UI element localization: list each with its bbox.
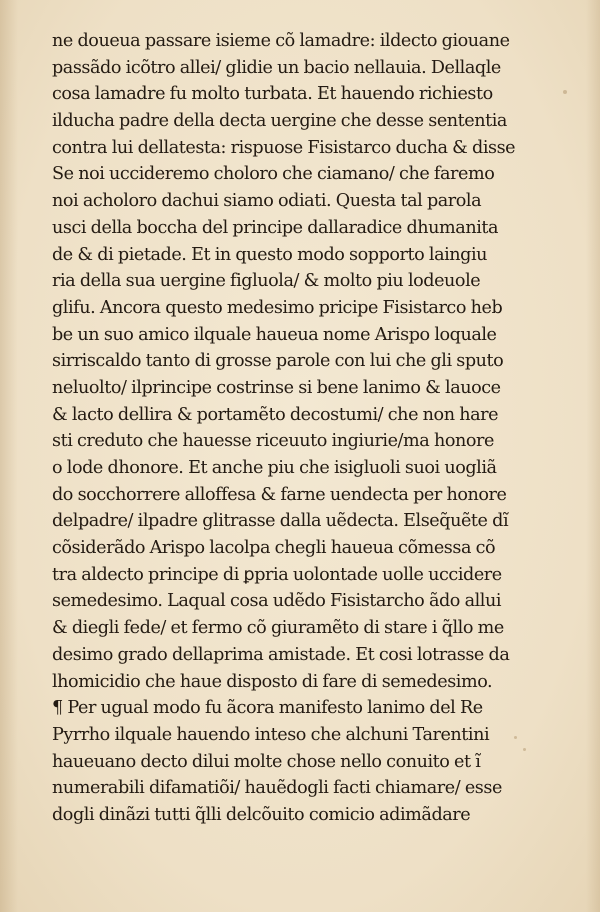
page-edge-shadow-left [0, 0, 18, 912]
text-line: Pyrrho ilquale hauendo inteso che alchuni Tarentini [52, 724, 490, 745]
text-line: delpadre/ ilpadre glitrasse dalla uẽdecta. Elseq̃uẽte dĩ [52, 511, 509, 532]
text-line: Se noi uccideremo choloro che ciamano/ che faremo [52, 164, 495, 185]
text-line: haueuano decto dilui molte chose nello conuito et ĩ [52, 751, 481, 772]
text-line: de & di pietade. Et in questo modo sopporto laingiu [52, 244, 488, 265]
text-line: sirriscaldo tanto di grosse parole con lui che gli sputo [52, 351, 504, 372]
text-line: numerabili difamatiõi/ hauẽdogli facti chiamare/ esse [52, 778, 502, 799]
text-line: ria della sua uergine figluola/ & molto piu lodeuole [52, 271, 481, 292]
text-line: noi acholoro dachui siamo odiati. Questa tal parola [52, 191, 482, 212]
text-line: glifu. Ancora questo medesimo pricipe Fisistarco heb [52, 297, 503, 318]
text-line: semedesimo. Laqual cosa udẽdo Fisistarcho ãdo allui [52, 591, 502, 612]
text-line: be un suo amico ilquale haueua nome Arispo loquale [52, 324, 497, 345]
text-line: cõsiderãdo Arispo lacolpa chegli haueua cõmessa cõ [52, 538, 496, 559]
text-line: cosa lamadre fu molto turbata. Et hauendo richiesto [52, 84, 493, 105]
text-line: sti creduto che hauesse riceuuto ingiurie/ma honore [52, 431, 494, 452]
text-line: tra aldecto principe di ꝑpria uolontade uolle uccidere [52, 564, 502, 585]
text-line: ¶ Per ugual modo fu ãcora manifesto lanimo del Re [52, 698, 483, 719]
text-line: do socchorrere alloffesa & farne uendecta per honore [52, 484, 507, 505]
text-block [52, 28, 522, 829]
paper-spot [563, 90, 567, 94]
text-line: neluolto/ ilprincipe costrinse si bene lanimo & lauoce [52, 377, 501, 398]
text-line: usci della boccha del principe dallaradice dhumanita [52, 217, 499, 238]
text-line: & lacto dellira & portamẽto decostumi/ che non hare [52, 404, 499, 425]
text-line: passãdo icõtro allei/ glidie un bacio nellauia. Dellaqle [52, 57, 501, 78]
text-line: & diegli fede/ et fermo cõ giuramẽto di stare i q̃llo me [52, 618, 504, 639]
text-line: contra lui dellatesta: rispuose Fisistarco ducha & disse [52, 137, 516, 158]
text-line: desimo grado dellaprima amistade. Et cosi lotrasse da [52, 644, 510, 665]
text-line: lhomicidio che haue disposto di fare di semedesimo. [52, 671, 493, 692]
text-line: o lode dhonore. Et anche piu che isigluoli suoi uogliã [52, 458, 497, 478]
paper-spot [523, 748, 526, 751]
text-line: ilducha padre della decta uergine che desse sententia [52, 111, 507, 132]
page-edge-shadow-right [586, 0, 600, 912]
text-line: dogli dinãzi tutti q̃lli delcõuito comicio adimãdare [52, 804, 471, 825]
text-line: ne doueua passare isieme cõ lamadre: ildecto giouane [52, 31, 510, 51]
